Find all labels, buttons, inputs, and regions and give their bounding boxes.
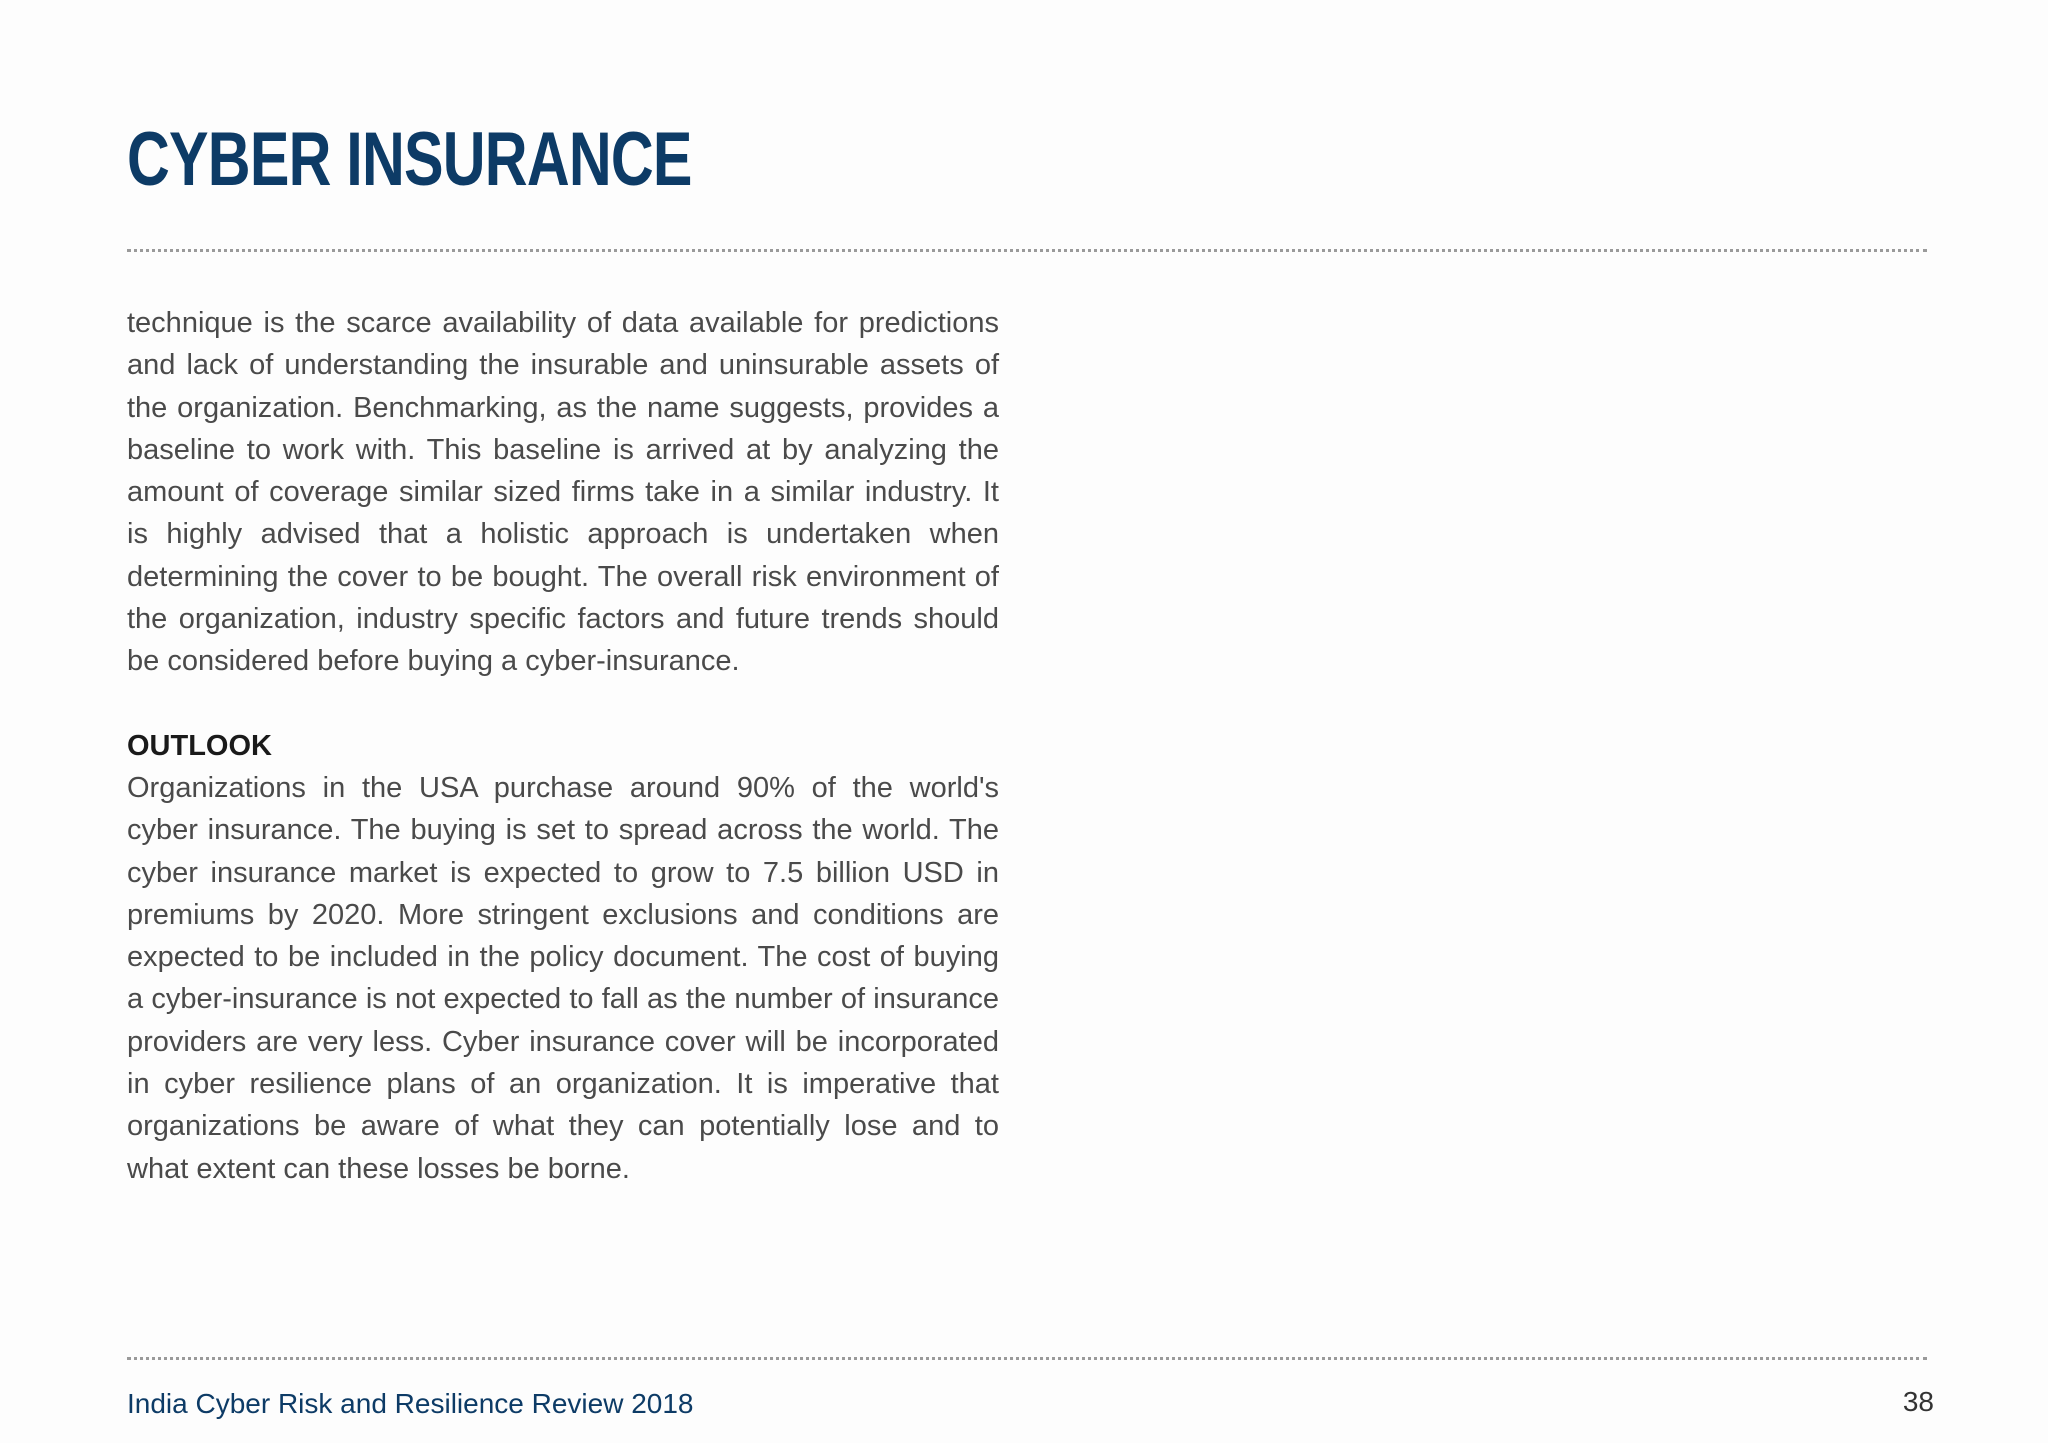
top-dotted-divider bbox=[127, 249, 1927, 252]
body-paragraph-2: Organizations in the USA purchase around 90% of the world's cyber insurance. The buying is set to spread across the world. The cyber insurance market is expected to grow to 7.5 billion USD in premiums by 2020. More stringent exclusions and conditions are expected to be included in the policy document. The cost of buying a cyber-insurance is not expected to fall as the number of insurance providers are very less. Cyber insurance cover will be incorporated in cyber resilience plans of an organization. It is imperative that organizations be aware of what they can potentially lose and to what extent can these losses be borne. bbox=[127, 771, 999, 1185]
bottom-dotted-divider bbox=[127, 1357, 1927, 1360]
page-number: 38 bbox=[1902, 1386, 1934, 1417]
body-paragraph-1: technique is the scarce availability of data available for predictions and lack of understanding the insurable and uninsurable assets of the organization. Benchmarking, as the name suggests, provides a baseline to work with. This baseline is arrived at by analyzing the amount of coverage similar sized firms take in a similar industry. It is highly advised that a holistic approach is undertaken when determining the cover to be bought. The overall risk environment of the organization, industry specific factors and future trends should be considered before buying a cyber-insurance. bbox=[127, 307, 999, 678]
page-title: CYBER INSURANCE bbox=[127, 117, 692, 202]
footer-publication-title: India Cyber Risk and Resilience Review 2018 bbox=[127, 1388, 694, 1419]
main-content bbox=[127, 302, 999, 1190]
outlook-heading: OUTLOOK bbox=[127, 729, 272, 762]
